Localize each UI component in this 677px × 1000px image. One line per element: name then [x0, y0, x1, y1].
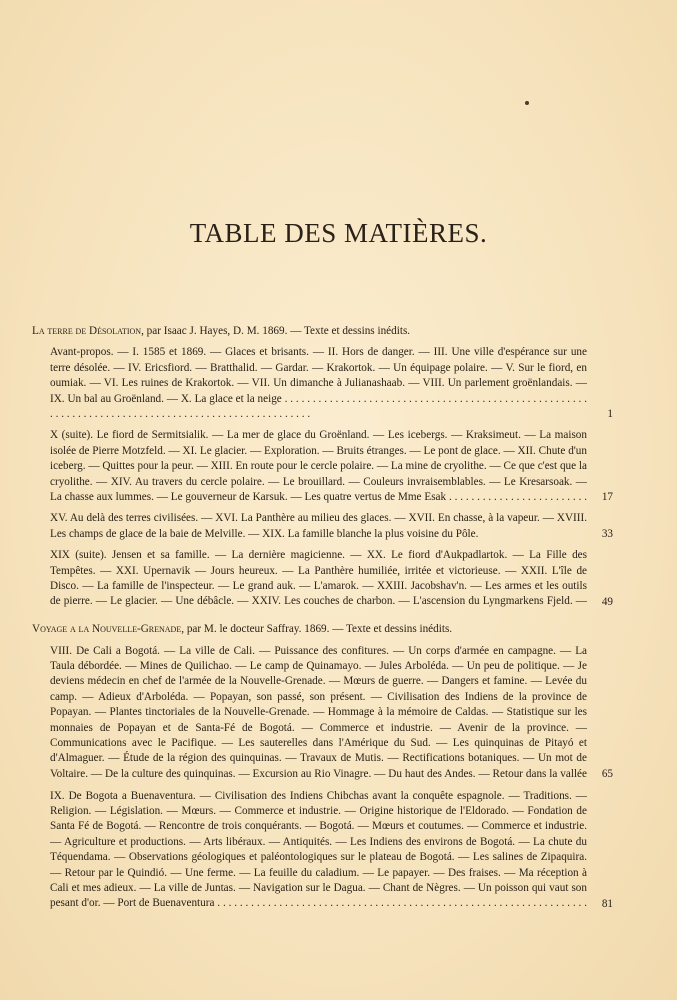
toc-entry-text: XV. Au delà des terres civilisées. — XVI. La Panthère au milieu des glaces. — XVII. En chasse, à la vapeur. — XVIII. Les champs de glace de la baie de Melville. — XIX. La famille blanche la plus voisine du Pôle.: [50, 512, 587, 540]
toc-entry[interactable]: [50, 511, 613, 542]
toc-entry-text: VIII. De Cali a Bogotá. — La ville de Cali. — Puissance des confitures. — Un corps d'armée en campagne. — La Taula débordée. — Mines de Quilichao. — Le camp de Quinamayo. — Jules Arboléda. — Un peu de politique. — Je deviens médecin en chef de l'armée de la Nouvelle-Grenade. — Mœurs de guerre. — Dangers et famine. — Levée du camp. — Adieux d'Arboléda. — Popayan, son passé, son présent. — Civilisation des Indiens de la province de Popayan. — Plantes tinctoriales de la Nouvelle-Grenade. — Hommage à la mémoire de Caldas. — Statistique sur les monnaies de Popayan et de Santa-Fé de Bogotá. — Commerce et industrie. — Avenir de la province. — Communications avec le Pacifique. — Les sauterelles dans l'Amérique du Sud. — Les quinquinas de Pitayó et d'Almaguer. — Étude de la région des quinquinas. — Travaux de Mutis. — Rectifications botaniques. — Un mot de Voltaire. — De la culture des quinquinas. — Excursion au Rio Vinagre. — Du haut des Andes. — Retour dans la vallée . . .: [50, 644, 587, 783]
ink-speck: [525, 101, 529, 105]
section-heading-details: , par M. le docteur Saffray. 1869. — Texte et dessins inédits.: [181, 623, 453, 636]
toc-entry[interactable]: [50, 548, 613, 610]
toc-entry-page: 65: [601, 768, 613, 781]
toc-entry-text: X (suite). Le fiord de Sermitsialik. — La mer de glace du Groënland. — Les icebergs. — Kraksimeut. — La maison isolée de Pierre Motzfeld. — XI. Le glacier. — Exploration. — Bruits étranges. — Le pont de glace. — XII. Chute d'un iceberg. — Quittes pour la peur. — XIII. En route pour le cercle polaire. — La mine de cryolithe. — Ce que c'est que la cryolithe. — XIV. Au travers du cercle polaire. — Le brouillard. — Couleurs invraisemblables. — Le Kresarsoak. — La chasse aux lummes. — Le gouverneur de Karsuk. — Les quatre vertus de Mme Esak . . .: [50, 428, 587, 505]
toc-entry[interactable]: [50, 428, 613, 505]
section-entries: [32, 345, 613, 610]
section-heading-title: La terre de Désolation: [32, 325, 142, 337]
section-heading: [32, 622, 587, 637]
section-heading-title: Voyage a la Nouvelle-Grenade: [32, 623, 182, 636]
toc-entry-text: Avant-propos. — I. 1585 et 1869. — Glaces et brisants. — II. Hors de danger. — III. Une ville d'espérance sur une terre désolée. — IV. Ericsfiord. — Bratthalid. — Gardar. — Krakortok. — Un équipage polaire. — V. Sur le fiord, en oumiak. — VI. Les ruines de Krakortok. — VII. Un dimanche à Julianashaab. — VIII. Un parlement groënlandais. — IX. Un bal au Groënland. — X. La glace et la neige . . .: [50, 345, 587, 422]
section-entries: [32, 644, 613, 913]
toc-entry[interactable]: [50, 789, 613, 913]
toc-entry-text: XIX (suite). Jensen et sa famille. — La dernière magicienne. — XX. Le fiord d'Aukpadlartok. — La Fille des Tempêtes. — XXI. Upernavik — Jours heureux. — La Panthère humiliée, irritée et victorieuse. — XXII. L'île de Disco. — La famille de l'inspecteur. — Le grand auk. — L'amarok. — XXIII. Jacobshav'n. — Les armes et les outils de pierre. — Le glacier. — Une débâcle. — XXIV. Les couches de charbon. — L'ascension du Lyngmarkens Fjeld. — . . .: [50, 548, 587, 610]
toc-entry-text: IX. De Bogota a Buenaventura. — Civilisation des Indiens Chibchas avant la conquête espagnole. — Traditions. — Religion. — Législation. — Mœurs. — Commerce et industrie. — Origine historique de l'Eldorado. — Fondation de Santa Fé de Bogotá. — Rencontre de trois conquérants. — Bogotá. — Mœurs et coutumes. — Commerce et industrie. — Agriculture et productions. — Arts libéraux. — Antiquités. — Les Indiens des environs de Bogotá. — La chute du Téquendama. — Observations géologiques et paléontologiques sur le plateau de Bogotá. — Les salines de Zipaquira. — Retour par le Quindió. — Une ferme. — La feuille du caladium. — Le papayer. — Des fraises. — Ma réception à Cali et mes adieux. — La ville de Juntas. — Navigation sur le Dagua. — Chant de Nègres. — Un poisson qui vaut son pesant d'or. — Port de Buenaventura . . .: [50, 789, 587, 913]
toc-entry-page: 17: [601, 491, 613, 503]
toc-entry-page: 33: [601, 527, 613, 540]
section-heading: [32, 324, 587, 339]
toc-entry-page: 81: [601, 898, 613, 911]
toc-entry[interactable]: [50, 644, 613, 783]
table-of-contents: [32, 324, 613, 913]
toc-entry-page: 1: [607, 408, 613, 420]
toc-entry-page: 49: [601, 595, 613, 608]
toc-entry[interactable]: [50, 345, 613, 422]
section-heading-details: , par Isaac J. Hayes, D. M. 1869. — Texte et dessins inédits.: [141, 325, 411, 337]
page-title: TABLE DES MATIÈRES.: [189, 218, 488, 249]
